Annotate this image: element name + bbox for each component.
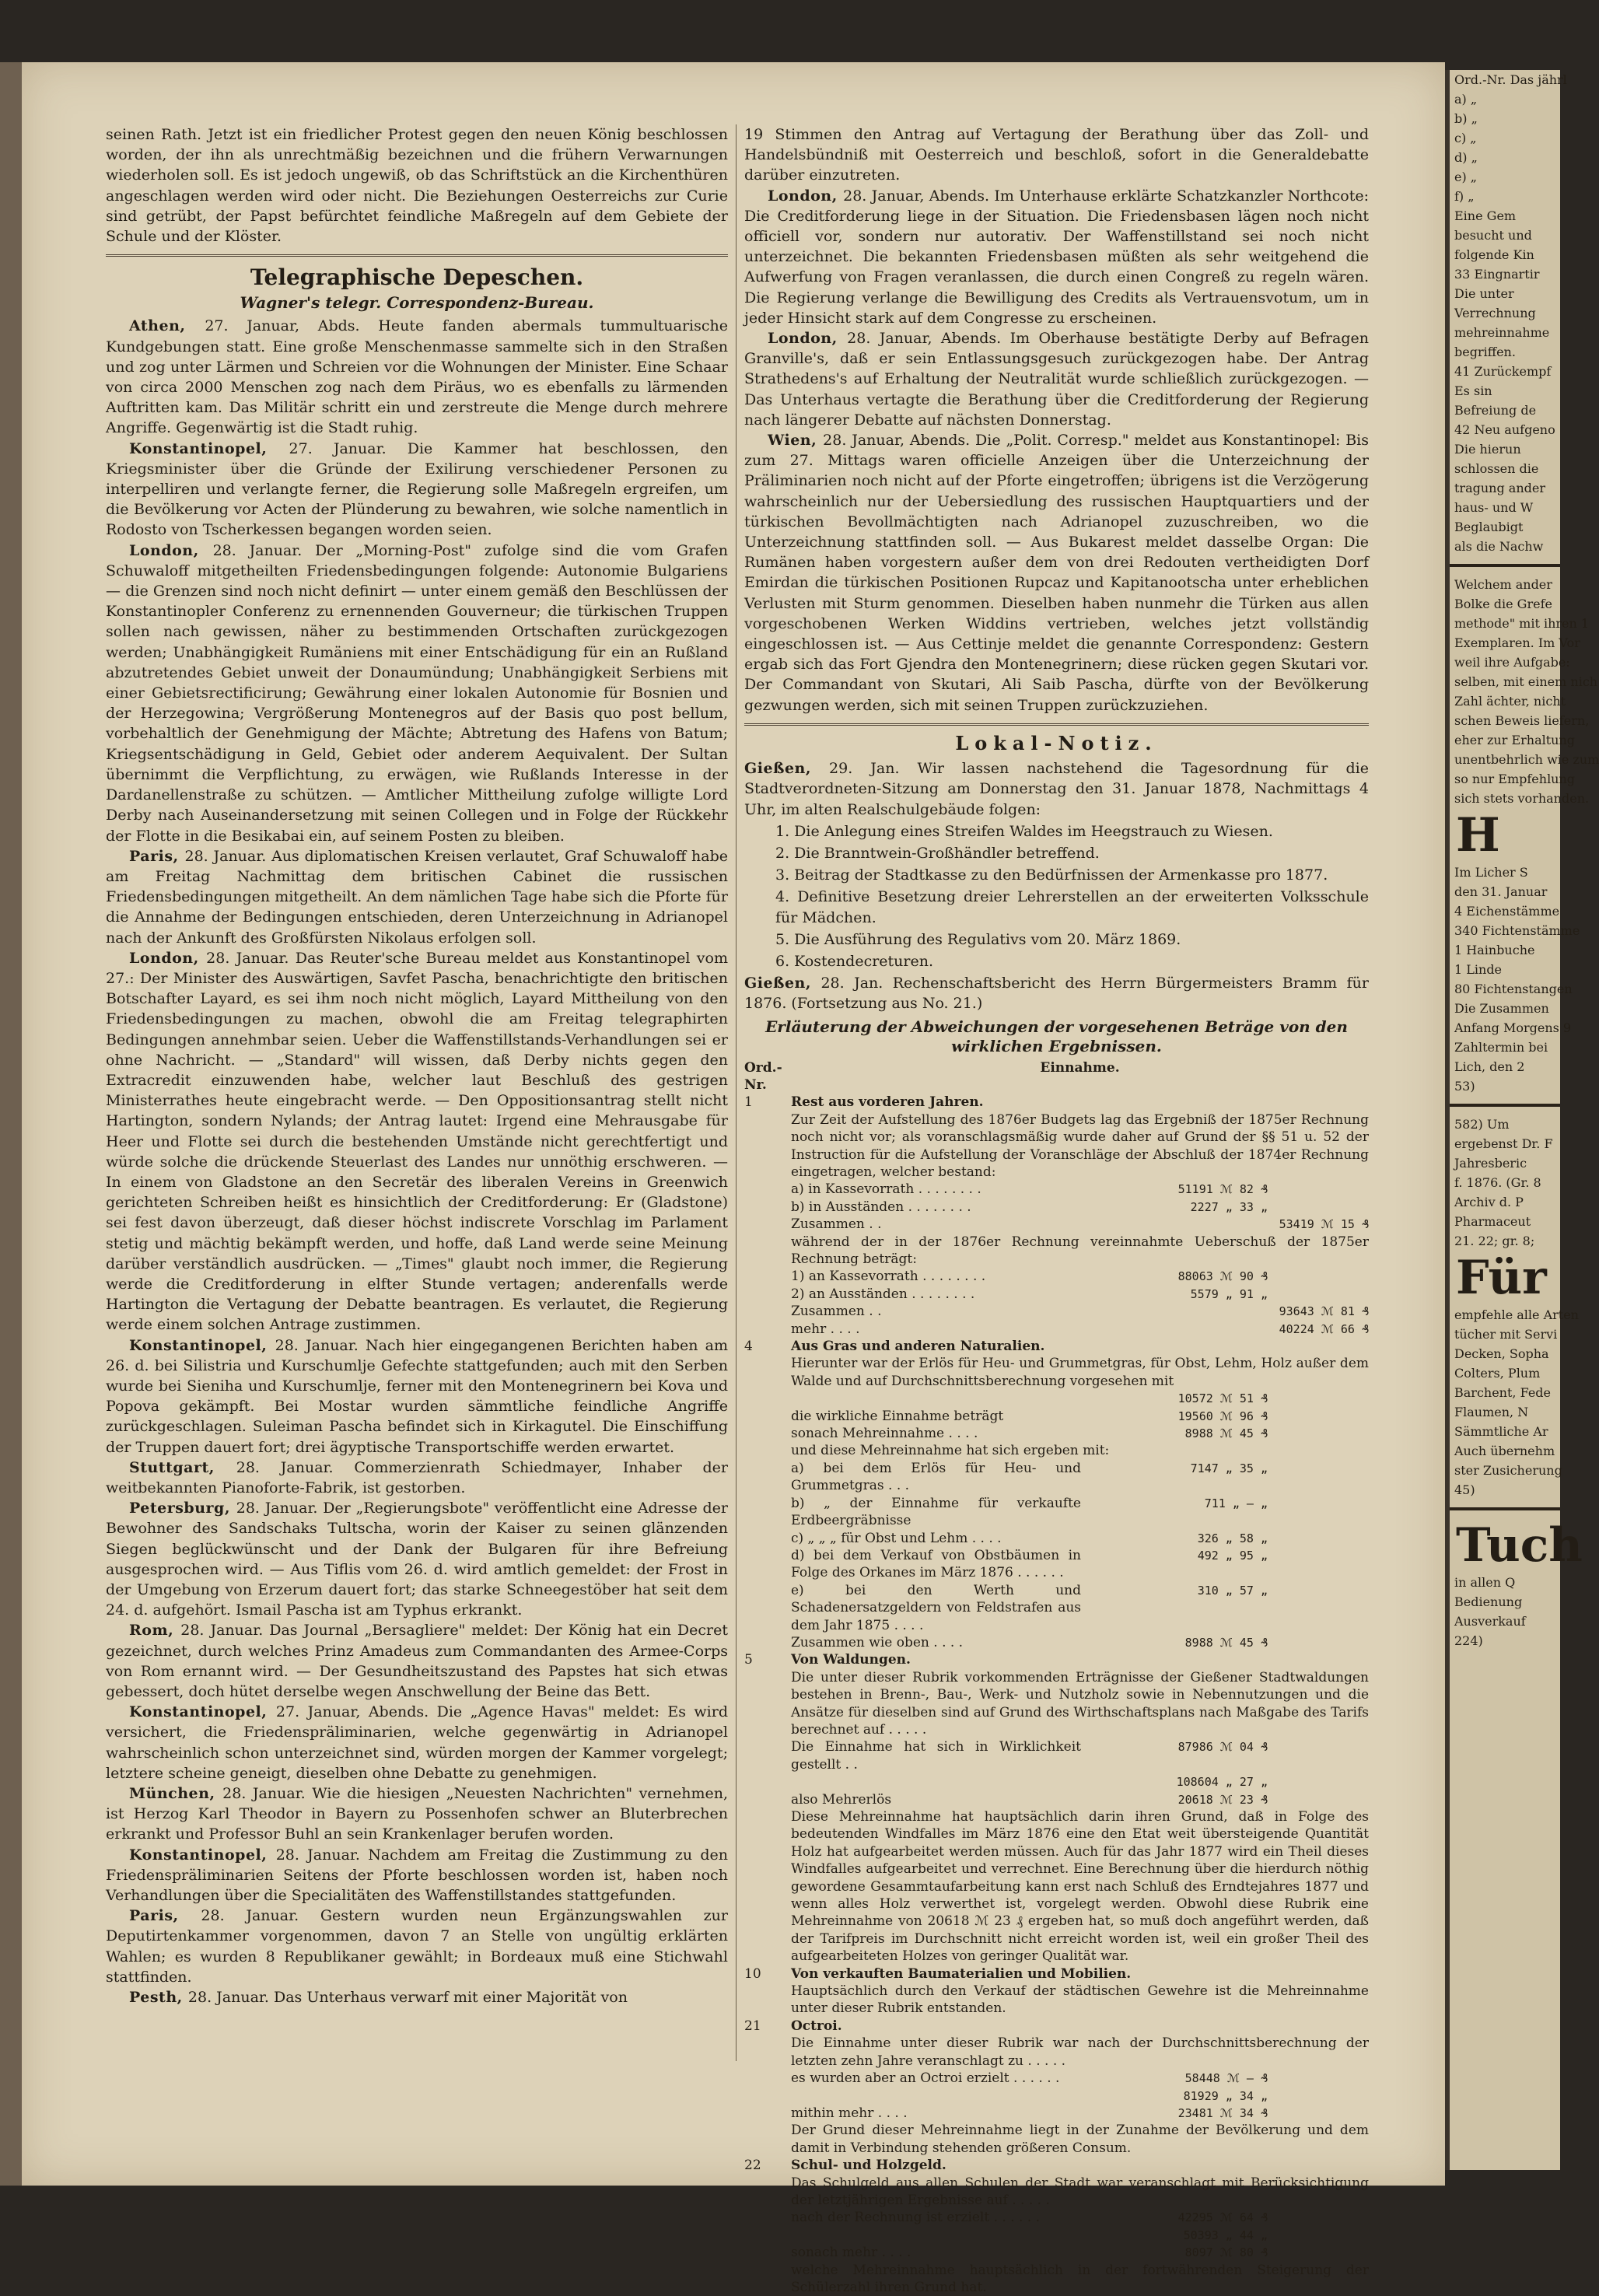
adjacent-page-line: Ausverkauf xyxy=(1454,1614,1526,1629)
adjacent-page-line: c) „ xyxy=(1454,131,1477,145)
ledger-amount: 7147 „ 35 „ xyxy=(1190,1461,1268,1475)
adjacent-page-line: Lich, den 2 xyxy=(1454,1059,1525,1074)
ledger-amount: 5579 „ 91 „ xyxy=(1190,1286,1268,1301)
ledger-amount: 711 „ — „ xyxy=(1204,1496,1268,1510)
ledger-line xyxy=(744,1582,1369,1634)
continuation-paragraph: 19 Stimmen den Antrag auf Vertagung der Berathung über das Zoll- und Handelsbündniß mit Oesterreich und beschloß, sofort in die Generaldebatte darüber einzutreten. xyxy=(744,126,1369,184)
ledger-entry xyxy=(744,1965,1369,1983)
dispatch-text: 28. Januar. Gestern wurden neun Ergänzungswahlen zur Deputirtenkammer vorgenommen, davon 7 an Stelle von ungültig erklärten Wahlen; es wurden 8 Republikaner gewählt; in Bordeaux muß eine Stichwahl stattfinden. xyxy=(106,1907,729,1986)
ledger-text: welche Mehreinnahme hauptsächlich in der fortwährenden Steigerung der Schülerzahl ihren Grund hat. xyxy=(791,2262,1369,2295)
agenda-item: 2. Die Branntwein-Großhändler betreffend. xyxy=(775,844,1100,862)
dispatch-dateline: Wien, xyxy=(768,432,824,450)
notice-text: 28. Jan. Rechenschaftsbericht des Herrn Bürgermeisters Bramm für 1876. (Fortsetzung aus No. 21.) xyxy=(744,975,1369,1013)
section-subtitle: Wagner's telegr. Correspondenz-Bureau. xyxy=(240,293,594,313)
section-rule xyxy=(106,254,728,257)
ledger-text: Das Schulgeld aus allen Schulen der Stadt war veranschlagt mit Berücksichtigung der letztjährigen Ergebnisse auf . . . . . xyxy=(791,2175,1369,2208)
adjacent-page-line: Decken, Sopha xyxy=(1454,1346,1549,1361)
ledger-line xyxy=(744,1791,1369,1808)
dispatch xyxy=(106,1987,728,2007)
adjacent-page-line: 582) Um xyxy=(1454,1117,1510,1132)
rule xyxy=(1450,1507,1560,1510)
dispatch-dateline: München, xyxy=(129,1785,223,1803)
adjacent-page-line: 80 Fichtenstangen xyxy=(1454,982,1573,996)
agenda-item: 5. Die Ausführung des Regulativs vom 20. März 1869. xyxy=(775,930,1181,948)
ledger-total xyxy=(1268,1738,1369,1773)
adjacent-page-line: Barchent, Fede xyxy=(1454,1385,1551,1400)
ledger-text: Zur Zeit der Aufstellung des 1876er Budgets lag das Ergebniß der 1875er Rechnung noch nicht vor; als voranschlagsmäßig wurde daher auf Grund der §§ 51 u. 52 der Instruction für die Aufstellung der Voranschläge der Abschluß der 1874er Rechnung eingetragen, welcher bestand: xyxy=(791,1111,1369,1180)
ledger-nr: 4 xyxy=(744,1339,753,1355)
ledger-total xyxy=(1268,2070,1369,2087)
dispatch-text: 28. Januar. Nachdem am Freitag die Zustimmung zu den Friedenspräliminarien Seitens der Pforte beschlossen worden ist, haben noch Verhandlungen über die Specialitäten des Waffenstillstandes stattgefunden. xyxy=(106,1846,728,1905)
ledger-entry xyxy=(744,1651,1369,1668)
dispatch-text: 27. Januar, Abds. Heute fanden abermals tummultuarische Kundgebungen statt. Eine große Menschenmasse sammelte sich in den Straßen und zog unter Lärmen und Schreien vor die Wohnungen der Minister. Eine Schaar von circa 2000 Menschen zog nach dem Piräus, wo es ebenfalls zu lärmenden Auftritten kam. Das Militär schritt ein und zerstreute die Menge durch mehrere Angriffe. Gegenwärtig ist die Stadt ruhig. xyxy=(106,317,728,437)
ledger-line xyxy=(744,1425,1369,1442)
adjacent-page-line: Befreiung de xyxy=(1454,403,1537,418)
ledger-line xyxy=(744,1286,1369,1303)
dispatch xyxy=(106,1783,728,1845)
dispatch xyxy=(106,316,728,438)
ledger-entry-title: Rest aus vorderen Jahren. xyxy=(791,1094,984,1111)
adjacent-page-line: Jahresberic xyxy=(1454,1156,1527,1171)
ledger-total xyxy=(1268,1460,1369,1495)
intro-paragraph: seinen Rath. Jetzt ist ein friedlicher Protest gegen den neuen König beschlossen worden, der ihn als unrechtmäßig bezeichnen und die frühern Verwarnungen wiederholen soll. Es ist jedoch ungewiß, ob das Schriftstück an die Kirchenthüren angeschlagen werden wird oder nicht. Die Beziehungen Oesterreichs zur Curie sind getrübt, der Papst befürchtet feindliche Maßregeln auf dem Gebiete der Schule und der Klöster. xyxy=(106,126,728,246)
dispatch-dateline: Paris, xyxy=(129,1907,201,1925)
ledger-line-label: b) in Ausständen . . . . . . . . xyxy=(791,1199,971,1215)
ledger-line xyxy=(744,1216,1369,1233)
adjacent-page-line: 1 Linde xyxy=(1454,962,1503,977)
adjacent-page-line: 45) xyxy=(1454,1482,1475,1497)
ledger-line xyxy=(744,2244,1369,2261)
ledger-text: Der Grund dieser Mehreinnahme liegt in der Zunahme der Bevölkerung und dem damit in Verbindung stehenden größeren Consum. xyxy=(791,2123,1369,2156)
ledger-line-label: sonach mehr . . . . xyxy=(791,2245,911,2261)
binding-edge xyxy=(0,62,22,2186)
dateline: Gießen, xyxy=(744,975,811,992)
dispatch xyxy=(106,1498,728,1620)
adjacent-page-line: haus- und W xyxy=(1454,500,1534,515)
dispatch-dateline: London, xyxy=(129,541,213,559)
ledger-entry-title: Von Waldungen. xyxy=(791,1652,911,1668)
giessen-notice-2 xyxy=(744,973,1369,1013)
adjacent-page-line: Im Licher S xyxy=(1454,865,1528,880)
adjacent-page-line: Es sin xyxy=(1454,383,1492,398)
ledger-line xyxy=(744,1547,1369,1582)
adjacent-page-line: den 31. Januar xyxy=(1454,884,1548,899)
ledger-amount xyxy=(1081,1321,1268,1338)
dispatch-text: 28. Januar. Commerzienrath Schiedmayer, Inhaber der weitbekannten Pianoforte-Fabrik, ist gestorben. xyxy=(106,1458,728,1496)
agenda-item: 6. Kostendecreturen. xyxy=(775,952,934,970)
agenda-item: 4. Definitive Besetzung dreier Lehrerstellen an der erweiterten Volksschule für Mädchen. xyxy=(775,888,1369,926)
ledger-line-label: die wirkliche Einnahme beträgt xyxy=(791,1408,1004,1424)
adjacent-page-line: tragung ander xyxy=(1454,481,1545,495)
adjacent-page-heading: Tuch xyxy=(1456,1518,1583,1573)
dispatch-dateline: London, xyxy=(768,187,844,205)
ledger-total: 53419 ℳ 15 ₰ xyxy=(1279,1217,1369,1232)
ledger-entry xyxy=(744,2157,1369,2174)
ledger-line-label: 2) an Ausständen . . . . . . . . xyxy=(791,1286,975,1302)
dispatch xyxy=(106,1845,728,1906)
ledger xyxy=(744,1059,1369,2296)
adjacent-page-line: empfehle alle Arten xyxy=(1454,1307,1579,1322)
ledger-total xyxy=(1268,1547,1369,1582)
adjacent-page-line: 224) xyxy=(1454,1633,1483,1648)
ledger-total xyxy=(1268,1199,1369,1216)
ledger-line-label: Zusammen . . xyxy=(791,1304,882,1320)
adjacent-page-line: weil ihre Aufgabe: xyxy=(1454,655,1570,670)
ledger-nr: 22 xyxy=(744,2158,761,2174)
dispatch-dateline: Stuttgart, xyxy=(129,1458,236,1476)
ledger-entry xyxy=(744,2018,1369,2035)
ledger-line xyxy=(744,1303,1369,1320)
adjacent-page-line: 1 Hainbuche xyxy=(1454,943,1535,957)
ledger-nr: 5 xyxy=(744,1652,753,1668)
ledger-total: 93643 ℳ 81 ₰ xyxy=(1279,1304,1369,1319)
rule xyxy=(1450,564,1560,567)
left-column xyxy=(106,124,728,2007)
ledger-line xyxy=(744,1268,1369,1285)
dispatch-text: 28. Januar. Nach hier eingegangenen Berichten haben am 26. d. bei Silistria und Kurschumlje Gefechte stattgefunden; auch mit den Serben wurde bei Sieniha und Kurschumlje, ferner mit den Montenegrinern bei Kova und Popova gekämpft. Bei Mostar wurden sämmtliche feindliche Angriffe zurückgeschlagen. Suleiman Pascha befindet sich in Kirkagutel. Die Einschiffung der Truppen dauert fort; drei ägyptische Transportschiffe werden erwartet. xyxy=(106,1336,728,1456)
ledger-line-label xyxy=(791,2227,1081,2244)
ledger-line xyxy=(744,1199,1369,1216)
column-divider xyxy=(736,124,737,2061)
adjacent-page-line: so nur Empfehlung xyxy=(1454,772,1576,786)
dispatch-text: 28. Januar. Der „Morning-Post" zufolge sind die vom Grafen Schuwaloff mitgetheilten Friedensbedingungen folgende: Autonomie Bulgariens — die Grenzen sind noch nicht definirt — unter einem gemäß den Beschlüssen der Konstantinopler Conferenz zu ernennenden Gouverneur; die türkischen Truppen sollen nach gewissen, näher zu bestimmenden Ortschaften zurückgezogen werden; Unabhängigkeit Rumäniens mit einer Entschädigung für ein an Rußland abzutretendes Gebiet unweit der Donaumündung; Unabhängigkeit Serbiens mit einer Gebietsrectificirung; Gewährung einer lokalen Autonomie für Bosnien und der Herzegowina; Vergrößerung Montenegros auf der Basis quo post bellum, vorbehaltlich der Genehmigung der Mächte; Abtretung des Hafens von Batum; Kriegsentschädigung in Geld, Gebiet oder anderem Aequivalent. Der Sultan übernimmt die Verpflichtung, zu erwägen, wie Rußlands Interesse in der Dardanellenstraße zu schützen. — Amtlicher Mittheilung zufolge willigte Lord Derby nach Auseinandersetzung mit seinen Collegen und in Folge der Rückkehr der Flotte in die Besikabai ein, auf seinem Posten zu bleiben. xyxy=(106,541,728,845)
ledger-line-label xyxy=(791,1390,1081,1407)
ledger-amount: 81929 „ 34 „ xyxy=(1183,2088,1268,2103)
ledger-line xyxy=(744,2227,1369,2244)
dispatch-text: 28. Januar, Abends. Im Unterhause erklärte Schatzkanzler Northcote: Die Creditforderung liege in der Situation. Die Friedensbasen lägen noch nicht officiell vor, sondern nur autorativ. Der Waffenstillstand sei noch nicht unterzeichnet. Die bekannten Friedensbasen müßten als sehr weitgehend die Aufwerfung von Fragen veranlassen, die durch einen Congreß zu regeln wären. Die Regierung verlange die Bewilligung des Credits als Vertrauensvotum, um in jeder Hinsicht stark auf dem Congresse zu erscheinen. xyxy=(744,187,1369,327)
ledger-line xyxy=(744,1773,1369,1790)
adjacent-page-line: 41 Zurückempf xyxy=(1454,364,1552,379)
ledger-line xyxy=(744,1321,1369,1338)
adjacent-page-line: Auch übernehm xyxy=(1454,1444,1555,1458)
adjacent-page-line: Die unter xyxy=(1454,286,1514,301)
ledger-text: und diese Mehreinnahme hat sich ergeben mit: xyxy=(791,1443,1110,1459)
adjacent-page-line: Flaumen, N xyxy=(1454,1405,1529,1419)
ledger-line-label: e) bei den Werth und Schadenersatzgeldern von Feldstrafen aus dem Jahr 1875 . . . . xyxy=(791,1582,1081,1633)
adjacent-page-line: d) „ xyxy=(1454,150,1478,165)
ledger-total: 40224 ℳ 66 ₰ xyxy=(1279,1321,1369,1336)
ledger-entry-title: Octroi. xyxy=(791,2018,842,2034)
ledger-amount: 19560 ℳ 96 ₰ xyxy=(1177,1409,1268,1423)
ledger-line-label: mithin mehr . . . . xyxy=(791,2105,908,2121)
ledger-amount: 8988 ℳ 45 ₰ xyxy=(1184,1635,1268,1650)
ledger-amount: 8097 ℳ 80 ₰ xyxy=(1184,2245,1268,2260)
dispatch-text: 28. Januar. Das Journal „Bersagliere" meldet: Der König hat ein Decret gezeichnet, durch welches Prinz Amadeus zum Commandanten des Armee-Corps von Rom ernannt wird. — Der Gesundheitszustand des Papstes hat sich etwas gebessert, doch hütet derselbe wegen Anschwellung der Beine das Bett. xyxy=(106,1622,729,1701)
notice-text: 29. Jan. Wir lassen nachstehend die Tagesordnung für die Stadtverordneten-Sitzung am Donnerstag den 31. Januar 1878, Nachmittags 4 Uhr, im alten Realschulgebäude folgen: xyxy=(744,760,1369,818)
dispatch xyxy=(106,948,728,1335)
adjacent-page-line: als die Nachw xyxy=(1454,539,1544,554)
adjacent-page-line: sich stets vorhanden. xyxy=(1454,791,1590,806)
explanation-title: Erläuterung der Abweichungen der vorgesehenen Beträge von den wirklichen Ergebnissen. xyxy=(765,1017,1348,1055)
ledger-entry xyxy=(744,1338,1369,1355)
dispatch xyxy=(106,439,728,541)
adjacent-page-line: Die hierun xyxy=(1454,442,1521,457)
adjacent-page-line: 340 Fichtenstämme xyxy=(1454,923,1580,938)
ledger-entry-title: Aus Gras und anderen Naturalien. xyxy=(791,1339,1045,1355)
ledger-line xyxy=(744,2070,1369,2087)
lokal-title: Lokal-Notiz. xyxy=(955,731,1158,754)
ledger-text: Hauptsächlich durch den Verkauf der städtischen Gewehre ist die Mehreinnahme unter dieser Rubrik entstanden. xyxy=(791,1983,1369,2017)
adjacent-page-line: selben, mit einem nich xyxy=(1454,674,1598,689)
dispatch-dateline: Rom, xyxy=(129,1622,181,1640)
dispatch xyxy=(106,1702,728,1783)
giessen-notice-1 xyxy=(744,758,1369,820)
ledger-total xyxy=(1268,2244,1369,2261)
ledger-line xyxy=(744,1634,1369,1651)
dateline: Gießen, xyxy=(744,760,811,778)
agenda-item: 1. Die Anlegung eines Streifen Waldes im Heegstrauch zu Wiesen. xyxy=(775,822,1273,840)
ledger-nr: 21 xyxy=(744,2018,761,2034)
adjacent-page-line: Exemplaren. Im Vor xyxy=(1454,635,1580,650)
ledger-amount: 108604 „ 27 „ xyxy=(1176,1775,1268,1790)
adjacent-page-line: Pharmaceut xyxy=(1454,1214,1531,1229)
ledger-text: während der in der 1876er Rechnung vereinnahmte Ueberschuß der 1875er Rechnung beträgt: xyxy=(791,1234,1369,1267)
adjacent-page-edge xyxy=(1445,70,1599,2170)
adjacent-page-line: 42 Neu aufgeno xyxy=(1454,422,1555,437)
dispatch-text: 28. Januar. Der „Regierungsbote" veröffentlicht eine Adresse der Bewohner des Sandschaks Tultscha, worin der Kaiser zu seinen glänzenden Siegen beglückwünscht und der Dank der Bulgaren für ihre Befreiung ausgesprochen wird. — Aus Tiflis vom 26. d. wird amtlich gemeldet: der Frost in der Umgebung von Erzerum dauert fort; das starke Schneegestöber hat seit dem 24. d. aufgehört. Ismail Pascha ist am Typhus erkrankt. xyxy=(106,1500,728,1619)
ledger-line-label: also Mehrerlös xyxy=(791,1791,892,1808)
ledger-line-label: sonach Mehreinnahme . . . . xyxy=(791,1426,978,1442)
ledger-line xyxy=(744,1738,1369,1773)
adjacent-page-line: besucht und xyxy=(1454,228,1532,243)
ledger-total xyxy=(1268,1181,1369,1198)
ledger-entry-title: Von verkauften Baumaterialien und Mobilien. xyxy=(791,1965,1132,1982)
ledger-line-label: Die Einnahme hat sich in Wirklichkeit gestellt . . xyxy=(791,1739,1081,1773)
ledger-amount: 8988 ℳ 45 ₰ xyxy=(1184,1426,1268,1441)
dispatch-text: 28. Januar. Das Reuter'sche Bureau meldet aus Konstantinopel vom 27.: Der Minister des Auswärtigen, Savfet Pascha, benachrichtigte den britischen Botschafter Layard, es sei ihm noch nicht möglich, Layard Mittheilung von den Friedensbedingungen zu machen, obwohl die am Freitag telegraphirten Bedingungen annehmbar seien. Ueber die Waffenstillstands-Verhandlungen sei er ohne Nachricht. — „Standard" will wissen, daß Derby nichts gegen den Extracredit einzuwenden habe, welcher laut Beschluß des gestrigen Ministerrathes heute eingebracht werde. — Den Oppositionsantrag stellt nicht Hartington, sondern Nylands; der Antrag lautet: Irgend eine Mehrausgabe für Heer und Flotte sei durch die bestehenden Umstände nicht gerechtfertigt und würde solche die drückende Steuerlast des Landes nur unnöthig erschweren. — In einem von Gladstone an den Secretär des liberalen Vereins in Greenwich gerichteten Schreiben heißt es hinsichtlich der Creditforderung: Er (Gladstone) sei fest davon überzeugt, daß dieser höchst indiscrete Vorschlag im Parlament stetig und mächtig bekämpft werden, und hoffe, daß Land werde seine Meinung darüber verständlich ausdrücken. — „Times" glaubt noch immer, die Regierung werde die Creditforderung in elfter Stunde vertagen; anderenfalls werde Hartington die Vertagung der Debatte beantragen. Es verlautet, die Regierung werde einem solchen Antrage zustimmen. xyxy=(106,949,729,1334)
dispatch-list xyxy=(744,186,1369,716)
adjacent-page-line: Colters, Plum xyxy=(1454,1366,1541,1381)
ledger-amount: 87986 ℳ 04 ₰ xyxy=(1177,1740,1268,1755)
adjacent-page-line: eher zur Erhaltung xyxy=(1454,733,1576,747)
ledger-total xyxy=(1268,1582,1369,1634)
ledger-line-label xyxy=(791,2088,1081,2105)
ledger-total xyxy=(1268,1634,1369,1651)
adjacent-page-line: unentbehrlich wie zum xyxy=(1454,752,1599,767)
ledger-line xyxy=(744,1495,1369,1530)
adjacent-page-heading: Für xyxy=(1456,1251,1547,1305)
adjacent-page-line: f. 1876. (Gr. 8 xyxy=(1454,1175,1541,1190)
ledger-line xyxy=(744,1181,1369,1198)
dispatch-text: 28. Januar. Das Unterhaus verwarf mit einer Majorität von xyxy=(187,1989,628,2007)
adjacent-page-heading: H xyxy=(1456,808,1500,863)
ledger-nr: 10 xyxy=(744,1965,761,1982)
dispatch-dateline: Athen, xyxy=(129,317,205,335)
ledger-total xyxy=(1268,2209,1369,2226)
ledger-line xyxy=(744,1460,1369,1495)
ledger-total xyxy=(1268,2227,1369,2244)
ledger-total xyxy=(1268,1495,1369,1530)
adjacent-page-line: Die Zusammen xyxy=(1454,1001,1549,1016)
rule xyxy=(1450,1104,1560,1107)
adjacent-page-line: Ord.-Nr. Das jährl xyxy=(1454,72,1567,87)
ledger-text: Die unter dieser Rubrik vorkommenden Erträgnisse der Gießener Stadtwaldungen bestehen in Brenn-, Bau-, Werk- und Nutzholz sowie in Nebennutzungen und die Ansätze für dieselben sind auf Grund des Wirthschaftsplans nach Maßgabe des Tarifs berechnet auf . . . . . xyxy=(791,1669,1369,1738)
ledger-amount xyxy=(1081,1303,1268,1320)
adjacent-page-line: a) „ xyxy=(1454,92,1478,107)
dispatch-list xyxy=(106,316,728,2007)
adjacent-page-line: in allen Q xyxy=(1454,1575,1516,1590)
ledger-nr: 1 xyxy=(744,1094,753,1111)
ledger-text: Die Einnahme unter dieser Rubrik war nach der Durchschnittsberechnung der letzten zehn Jahre veranschlagt zu . . . . . xyxy=(791,2035,1369,2069)
adjacent-page-line: ster Zusicherung xyxy=(1454,1463,1562,1478)
ledger-amount: 326 „ 58 „ xyxy=(1197,1531,1268,1545)
ledger-entry-title: Schul- und Holzgeld. xyxy=(791,2158,946,2174)
dispatch-dateline: London, xyxy=(129,949,207,967)
adjacent-page-line: Eine Gem xyxy=(1454,208,1517,223)
ledger-total xyxy=(1268,1286,1369,1303)
ledger-amount: 58448 ℳ — ₰ xyxy=(1184,2071,1268,2086)
dispatch xyxy=(106,1620,728,1702)
ledger-line-label: d) bei dem Verkauf von Obstbäumen in Folge des Orkanes im März 1876 . . . . . . xyxy=(791,1547,1081,1581)
ledger-amount xyxy=(1081,1216,1268,1233)
adjacent-page-line: Anfang Morgens 9 xyxy=(1454,1020,1572,1035)
dispatch-dateline: Petersburg, xyxy=(129,1500,236,1517)
ledger-line xyxy=(744,1390,1369,1407)
ledger-amount: 23481 ℳ 34 ₰ xyxy=(1177,2105,1268,2120)
dispatch xyxy=(106,846,728,948)
ledger-total xyxy=(1268,1791,1369,1808)
section-title: Telegraphische Depeschen. xyxy=(250,264,584,291)
ledger-amount: 51191 ℳ 82 ₰ xyxy=(1177,1182,1268,1197)
dispatch xyxy=(744,186,1369,328)
adjacent-page-line: begriffen. xyxy=(1454,345,1516,359)
dispatch-dateline: Konstantinopel, xyxy=(129,439,289,457)
adjacent-page-line: Zahl ächter, nicht xyxy=(1454,694,1566,709)
dispatch-text: 27. Januar. Die Kammer hat beschlossen, den Kriegsminister über die Gründe der Exilirung verschiedener Personen zu interpelliren und verlangte ferner, die Regierung solle Maßregeln ergreifen, um die Bevölkerung vor Acten der Plünderung zu bewahren, wie solche namentlich in Rodosto von Tscherkessen begangen worden seien. xyxy=(106,439,728,539)
adjacent-page-line: Beglaubigt xyxy=(1454,520,1524,534)
agenda-list xyxy=(744,821,1369,971)
dispatch xyxy=(106,541,728,846)
ledger-line-label: mehr . . . . xyxy=(791,1321,860,1337)
ledger-line-label: b) „ der Einnahme für verkaufte Erdbeergräbnisse xyxy=(791,1495,1081,1529)
ledger-line-label: es wurden aber an Octroi erzielt . . . . . . xyxy=(791,2070,1060,2087)
adjacent-page-line: Sämmtliche Ar xyxy=(1454,1424,1548,1439)
dispatch-text: 28. Januar. Aus diplomatischen Kreisen verlautet, Graf Schuwaloff habe am Freitag Nachmittag dem britischen Cabinet die russischen Friedensbedingungen mitgetheilt. An dem nämlichen Tage habe sich die Pforte für die Annahme der Bedingungen entschieden, deren Unterzeichnung in Adrianopel nach der Ankunft des Großfürsten Nikolaus erfolgen soll. xyxy=(106,847,728,947)
right-column xyxy=(744,124,1369,2296)
adjacent-page-line: Welchem ander xyxy=(1454,577,1552,592)
adjacent-page-line: 21. 22; gr. 8; xyxy=(1454,1234,1535,1248)
dispatch-dateline: Konstantinopel, xyxy=(129,1703,276,1721)
ledger-total xyxy=(1268,1390,1369,1407)
ledger-text: Hierunter war der Erlös für Heu- und Grummetgras, für Obst, Lehm, Holz außer dem Walde und auf Durchschnittsberechnung vorgesehen mit xyxy=(791,1356,1369,1389)
ledger-line-label: a) bei dem Erlös für Heu- und Grummetgras . . . xyxy=(791,1460,1081,1494)
ledger-line xyxy=(744,2209,1369,2226)
adjacent-page-line: Bedienung xyxy=(1454,1594,1523,1609)
dispatch xyxy=(106,1335,728,1458)
ledger-total xyxy=(1268,1773,1369,1790)
ledger-amount: 10572 ℳ 51 ₰ xyxy=(1177,1391,1268,1406)
ledger-amount: 310 „ 57 „ xyxy=(1197,1583,1268,1598)
dispatch xyxy=(744,430,1369,716)
adjacent-page-line: f) „ xyxy=(1454,189,1475,204)
ledger-amount: 88063 ℳ 90 ₰ xyxy=(1177,1269,1268,1284)
ledger-line-label: Zusammen wie oben . . . . xyxy=(791,1634,964,1650)
dispatch-text: 28. Januar, Abends. Im Oberhause bestätigte Derby auf Befragen Granville's, daß er sein Entlassungsgesuch zurückgezogen habe. Der Antrag Strathedens's auf Erhaltung der Neutralität wurde schließlich zurückgezogen. — Das Unterhaus vertagte die Berathung über die Creditforderung der Regierung nach längerer Debatte auf nächsten Donnerstag. xyxy=(744,330,1369,429)
adjacent-page-line: methode" mit ihren 1 xyxy=(1454,616,1590,631)
ledger-line-label xyxy=(791,1773,1081,1790)
ledger-line-label: Zusammen . . xyxy=(791,1216,882,1233)
adjacent-page-line: ergebenst Dr. F xyxy=(1454,1136,1553,1151)
ledger-amount: 20618 ℳ 23 ₰ xyxy=(1177,1792,1268,1807)
dispatch-dateline: Pesth, xyxy=(129,1989,188,2007)
adjacent-page-line: tücher mit Servi xyxy=(1454,1327,1558,1342)
ledger-total xyxy=(1268,1530,1369,1547)
ledger-line-label: a) in Kassevorrath . . . . . . . . xyxy=(791,1181,981,1198)
ledger-line xyxy=(744,2105,1369,2122)
adjacent-page-line: folgende Kin xyxy=(1454,247,1534,262)
agenda-item: 3. Beitrag der Stadtkasse zu den Bedürfnissen der Armenkasse pro 1877. xyxy=(775,866,1328,884)
adjacent-page-line: e) „ xyxy=(1454,170,1478,184)
ledger-amount: 42295 ℳ 64 ₰ xyxy=(1177,2210,1268,2225)
ledger-entry xyxy=(744,1094,1369,1111)
adjacent-page-line: 33 Eingnartir xyxy=(1454,267,1540,282)
ledger-total xyxy=(1268,1408,1369,1425)
ledger-line-label: nach der Rechnung ist erzielt . . . . . . xyxy=(791,2210,1041,2226)
dispatch-dateline: Konstantinopel, xyxy=(129,1336,275,1354)
ledger-header-title: Einnahme. xyxy=(1040,1059,1120,1076)
ledger-total xyxy=(1268,2088,1369,2105)
ledger-amount: 50393 „ 44 „ xyxy=(1183,2228,1268,2242)
adjacent-page-line: 53) xyxy=(1454,1079,1475,1094)
dispatch-text: 28. Januar. Wie die hiesigen „Neuesten Nachrichten" vernehmen, ist Herzog Karl Theodor in Bayern zu Possenhofen schwer an Bluterbrechen erkrankt und Professor Buhl an sein Krankenlager berufen worden. xyxy=(106,1785,728,1843)
ledger-line xyxy=(744,1408,1369,1425)
adjacent-page-line: mehreinnahme xyxy=(1454,325,1550,340)
ledger-amount: 492 „ 95 „ xyxy=(1197,1548,1268,1563)
ledger-line-label: 1) an Kassevorrath . . . . . . . . xyxy=(791,1269,986,1285)
adjacent-page-line: Archiv d. P xyxy=(1454,1195,1524,1209)
section-rule xyxy=(744,723,1369,726)
adjacent-page-line: schen Beweis liefern, xyxy=(1454,713,1590,728)
dispatch-dateline: Paris, xyxy=(129,847,185,865)
ledger-line xyxy=(744,1530,1369,1547)
ledger-line-label: c) „ „ „ für Obst und Lehm . . . . xyxy=(791,1530,1002,1546)
adjacent-page-line: Verrechnung xyxy=(1454,306,1536,320)
ledger-total xyxy=(1268,1268,1369,1285)
adjacent-page-line: schlossen die xyxy=(1454,461,1539,476)
dispatch-text: 28. Januar, Abends. Die „Polit. Corresp." meldet aus Konstantinopel: Bis zum 27. Mittags waren officielle Anzeigen über die Unterzeichnung der Präliminarien noch nicht auf der Pforte eingetroffen; übrigens ist die Verzögerung wahrscheinlich nur der Uebersiedlung des russischen Hauptquartiers und der türkischen Bevollmächtigten nach Adrianopel zuzuschreiben, wo die Unterzeichnung stattfinden soll. — Aus Bukarest meldet dasselbe Organ: Die Rumänen haben vorgestern außer dem von drei Redouten vertheidigten Dorf Emirdan die türkischen Positionen Rupcaz und Kapitanootscha unter erheblichen Verlusten mit Sturm genommen. Dieselben haben nunmehr die Türken aus allen vorgeschobenen Werken Widdins vertrieben, welches jetzt vollständig eingeschlossen ist. — Aus Cettinje meldet die genannte Correspondenz: Gestern ergab sich das Fort Gjendra den Montenegrinern; diese rücken gegen Skutari vor. Der Commandant von Skutari, Ali Saib Pascha, dürfte von der Bevölkerung gezwungen werden, sich mit seinen Truppen zurückzuziehen. xyxy=(744,432,1369,714)
ledger-header-nr: Ord.-Nr. xyxy=(744,1059,782,1093)
adjacent-page-line: Bolke die Grefe xyxy=(1454,597,1552,611)
adjacent-page-line: b) „ xyxy=(1454,111,1478,126)
dispatch xyxy=(744,328,1369,430)
adjacent-page-line: Zahltermin bei xyxy=(1454,1040,1548,1055)
dispatch xyxy=(106,1906,728,1987)
ledger-total xyxy=(1268,2105,1369,2122)
ledger-text: Diese Mehreinnahme hat hauptsächlich darin ihren Grund, daß in Folge des bedeutenden Windfalles im März 1876 eine den Etat weit übersteigende Quantität Holz hat aufgearbeitet werden müssen. Auch für das Jahr 1877 wird ein Theil dieses Windfalles aufgearbeitet und verrechnet. Eine Berechnung über die hierdurch nöthig gewordene Gesammtaufarbeitung kann erst nach Schluß des Erndtejahres 1877 und wenn alles Holz verwerthet ist, vorgelegt werden. Obwohl diese Rubrik eine Mehreinnahme von 20618 ℳ 23 ₰ ergeben hat, so muß doch angeführt werden, daß der Tarifpreis im Durchschnitt nicht erreicht worden ist, weil ein großer Theil des aufgearbeiteten Holzes von geringer Qualität war. xyxy=(791,1809,1369,1965)
ledger-header xyxy=(744,1059,1369,1094)
dispatch-text: 27. Januar, Abends. Die „Agence Havas" meldet: Es wird versichert, die Friedenspräliminarien, welche gegenwärtig in Adrianopel wahrscheinlich schon unterzeichnet sind, würden morgen der Kammer vorgelegt; letztere scheine geneigt, dieselben ohne Debatte zu genehmigen. xyxy=(106,1703,728,1782)
ledger-total xyxy=(1268,1425,1369,1442)
adjacent-page-line: 4 Eichenstämme xyxy=(1454,904,1560,919)
dispatch-dateline: London, xyxy=(768,330,848,348)
ledger-line xyxy=(744,2088,1369,2105)
ledger-amount: 2227 „ 33 „ xyxy=(1190,1199,1268,1214)
dispatch-dateline: Konstantinopel, xyxy=(129,1846,276,1864)
dispatch xyxy=(106,1458,728,1498)
